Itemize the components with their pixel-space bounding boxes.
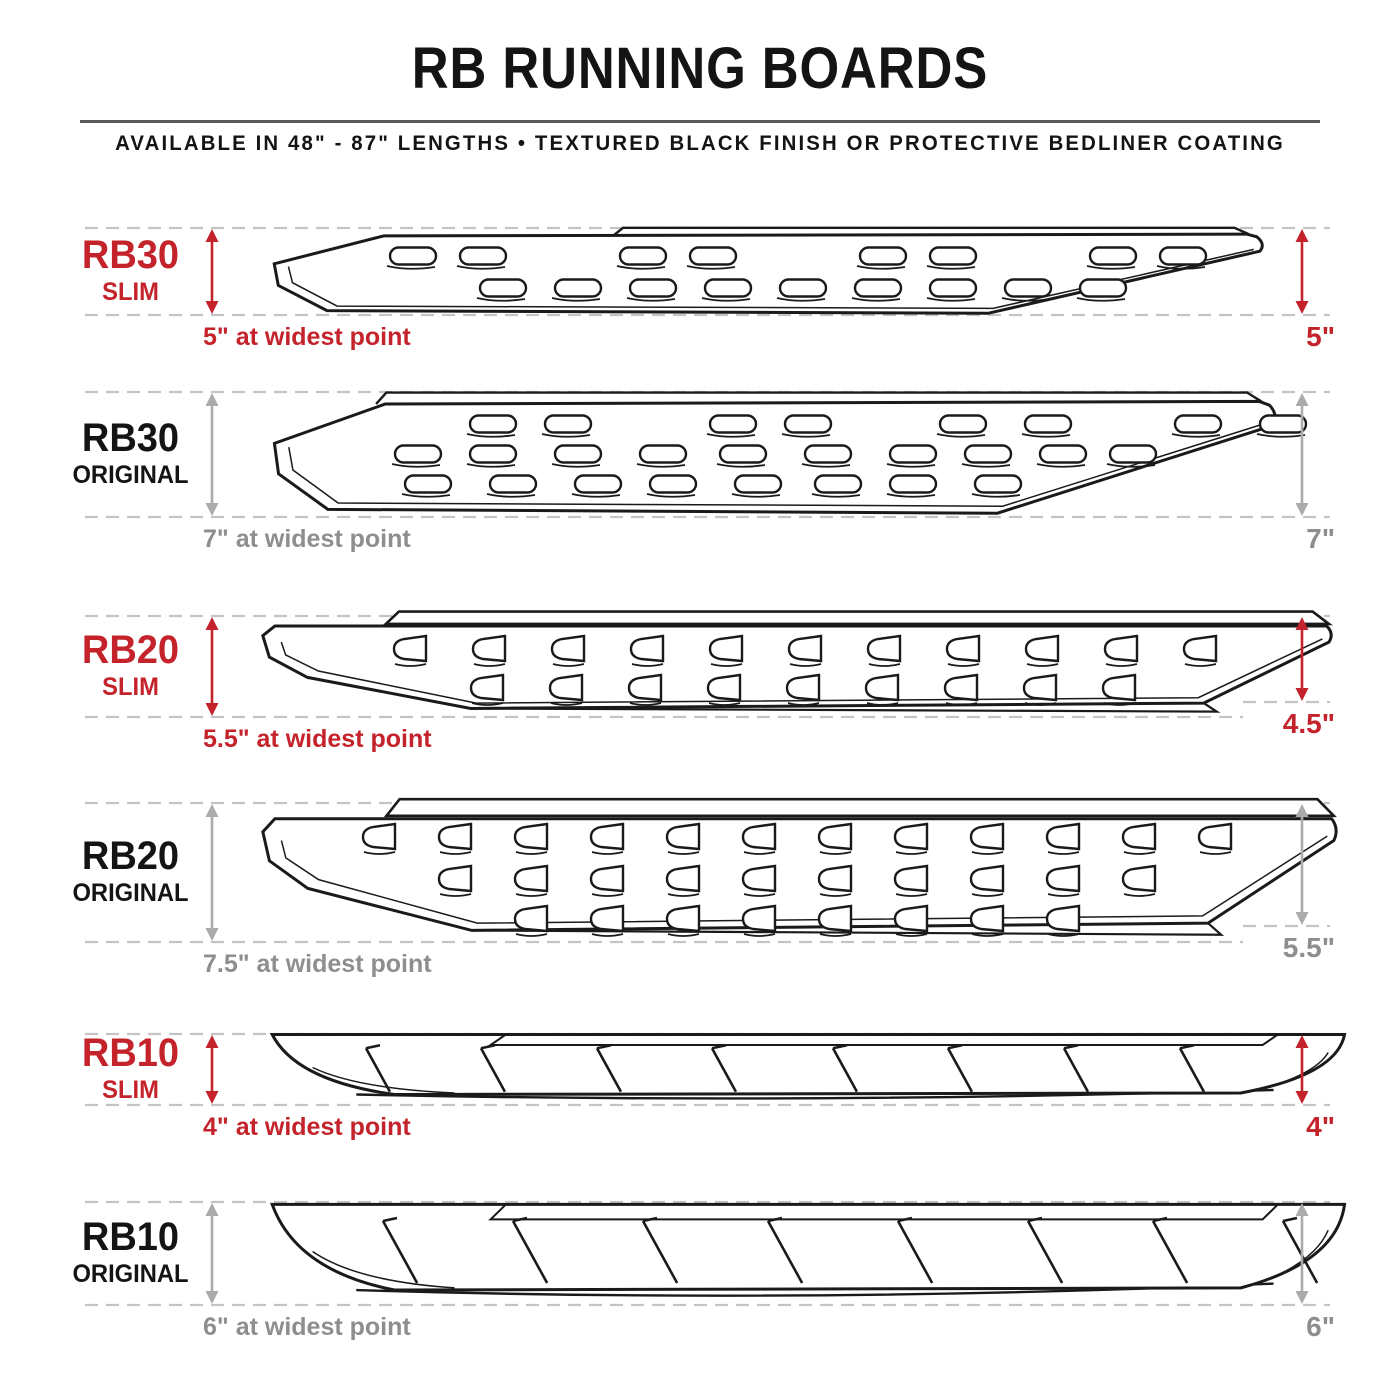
product-variant-label: SLIM xyxy=(102,672,159,701)
width-annotation: 7.5" at widest point xyxy=(203,950,432,978)
diagram-row-rb30-slim xyxy=(85,228,1330,315)
page-subtitle: AVAILABLE IN 48" - 87" LENGTHS • TEXTURED BLACK FINISH OR PROTECTIVE BEDLINER COATING xyxy=(115,132,1285,155)
product-model-label: RB20 xyxy=(81,627,180,672)
product-label xyxy=(48,627,213,701)
width-annotation: 5" at widest point xyxy=(203,323,411,351)
product-model-label: RB30 xyxy=(81,232,180,277)
width-annotation: 6" at widest point xyxy=(203,1313,411,1341)
diagram-row-rb30-original xyxy=(85,392,1330,517)
board-drawing-rb10-slim xyxy=(272,1035,1344,1099)
board-drawing-rb20-slim xyxy=(263,612,1331,712)
right-height-arrow-rb30-slim xyxy=(1296,229,1309,314)
product-label xyxy=(48,1214,213,1288)
product-variant-label: SLIM xyxy=(102,1075,159,1104)
product-label xyxy=(48,415,213,489)
side-measurement: 5" xyxy=(1306,321,1335,352)
board-drawing-rb30-slim xyxy=(274,228,1262,313)
diagram-row-rb20-slim xyxy=(85,612,1331,717)
board-drawing-rb30-original xyxy=(274,393,1306,514)
product-model-label: RB30 xyxy=(81,415,180,460)
board-drawing-rb20-original xyxy=(263,799,1336,936)
width-annotation: 4" at widest point xyxy=(203,1113,411,1141)
product-label xyxy=(48,232,213,306)
diagram-row-rb20-original xyxy=(85,799,1336,942)
right-height-arrow-rb30-original xyxy=(1296,393,1309,516)
side-measurement: 7" xyxy=(1306,523,1335,554)
product-label xyxy=(48,833,213,907)
product-model-label: RB20 xyxy=(81,833,180,878)
side-measurement: 5.5" xyxy=(1282,932,1335,963)
diagram-row-rb10-slim xyxy=(85,1034,1345,1105)
product-variant-label: ORIGINAL xyxy=(72,1259,189,1288)
width-annotation: 7" at widest point xyxy=(203,525,411,553)
product-variant-label: ORIGINAL xyxy=(72,878,189,907)
side-measurement: 4.5" xyxy=(1282,708,1335,739)
product-model-label: RB10 xyxy=(81,1214,180,1259)
side-measurement: 4" xyxy=(1306,1111,1335,1142)
width-annotation: 5.5" at widest point xyxy=(203,725,432,753)
side-measurement: 6" xyxy=(1306,1311,1335,1342)
product-variant-label: ORIGINAL xyxy=(72,460,189,489)
product-label xyxy=(48,1030,213,1104)
page-title: RB RUNNING BOARDS xyxy=(411,36,989,101)
diagram-row-rb10-original xyxy=(85,1202,1345,1305)
product-variant-label: SLIM xyxy=(102,277,159,306)
board-drawing-rb10-original xyxy=(272,1204,1344,1295)
product-model-label: RB10 xyxy=(81,1030,180,1075)
